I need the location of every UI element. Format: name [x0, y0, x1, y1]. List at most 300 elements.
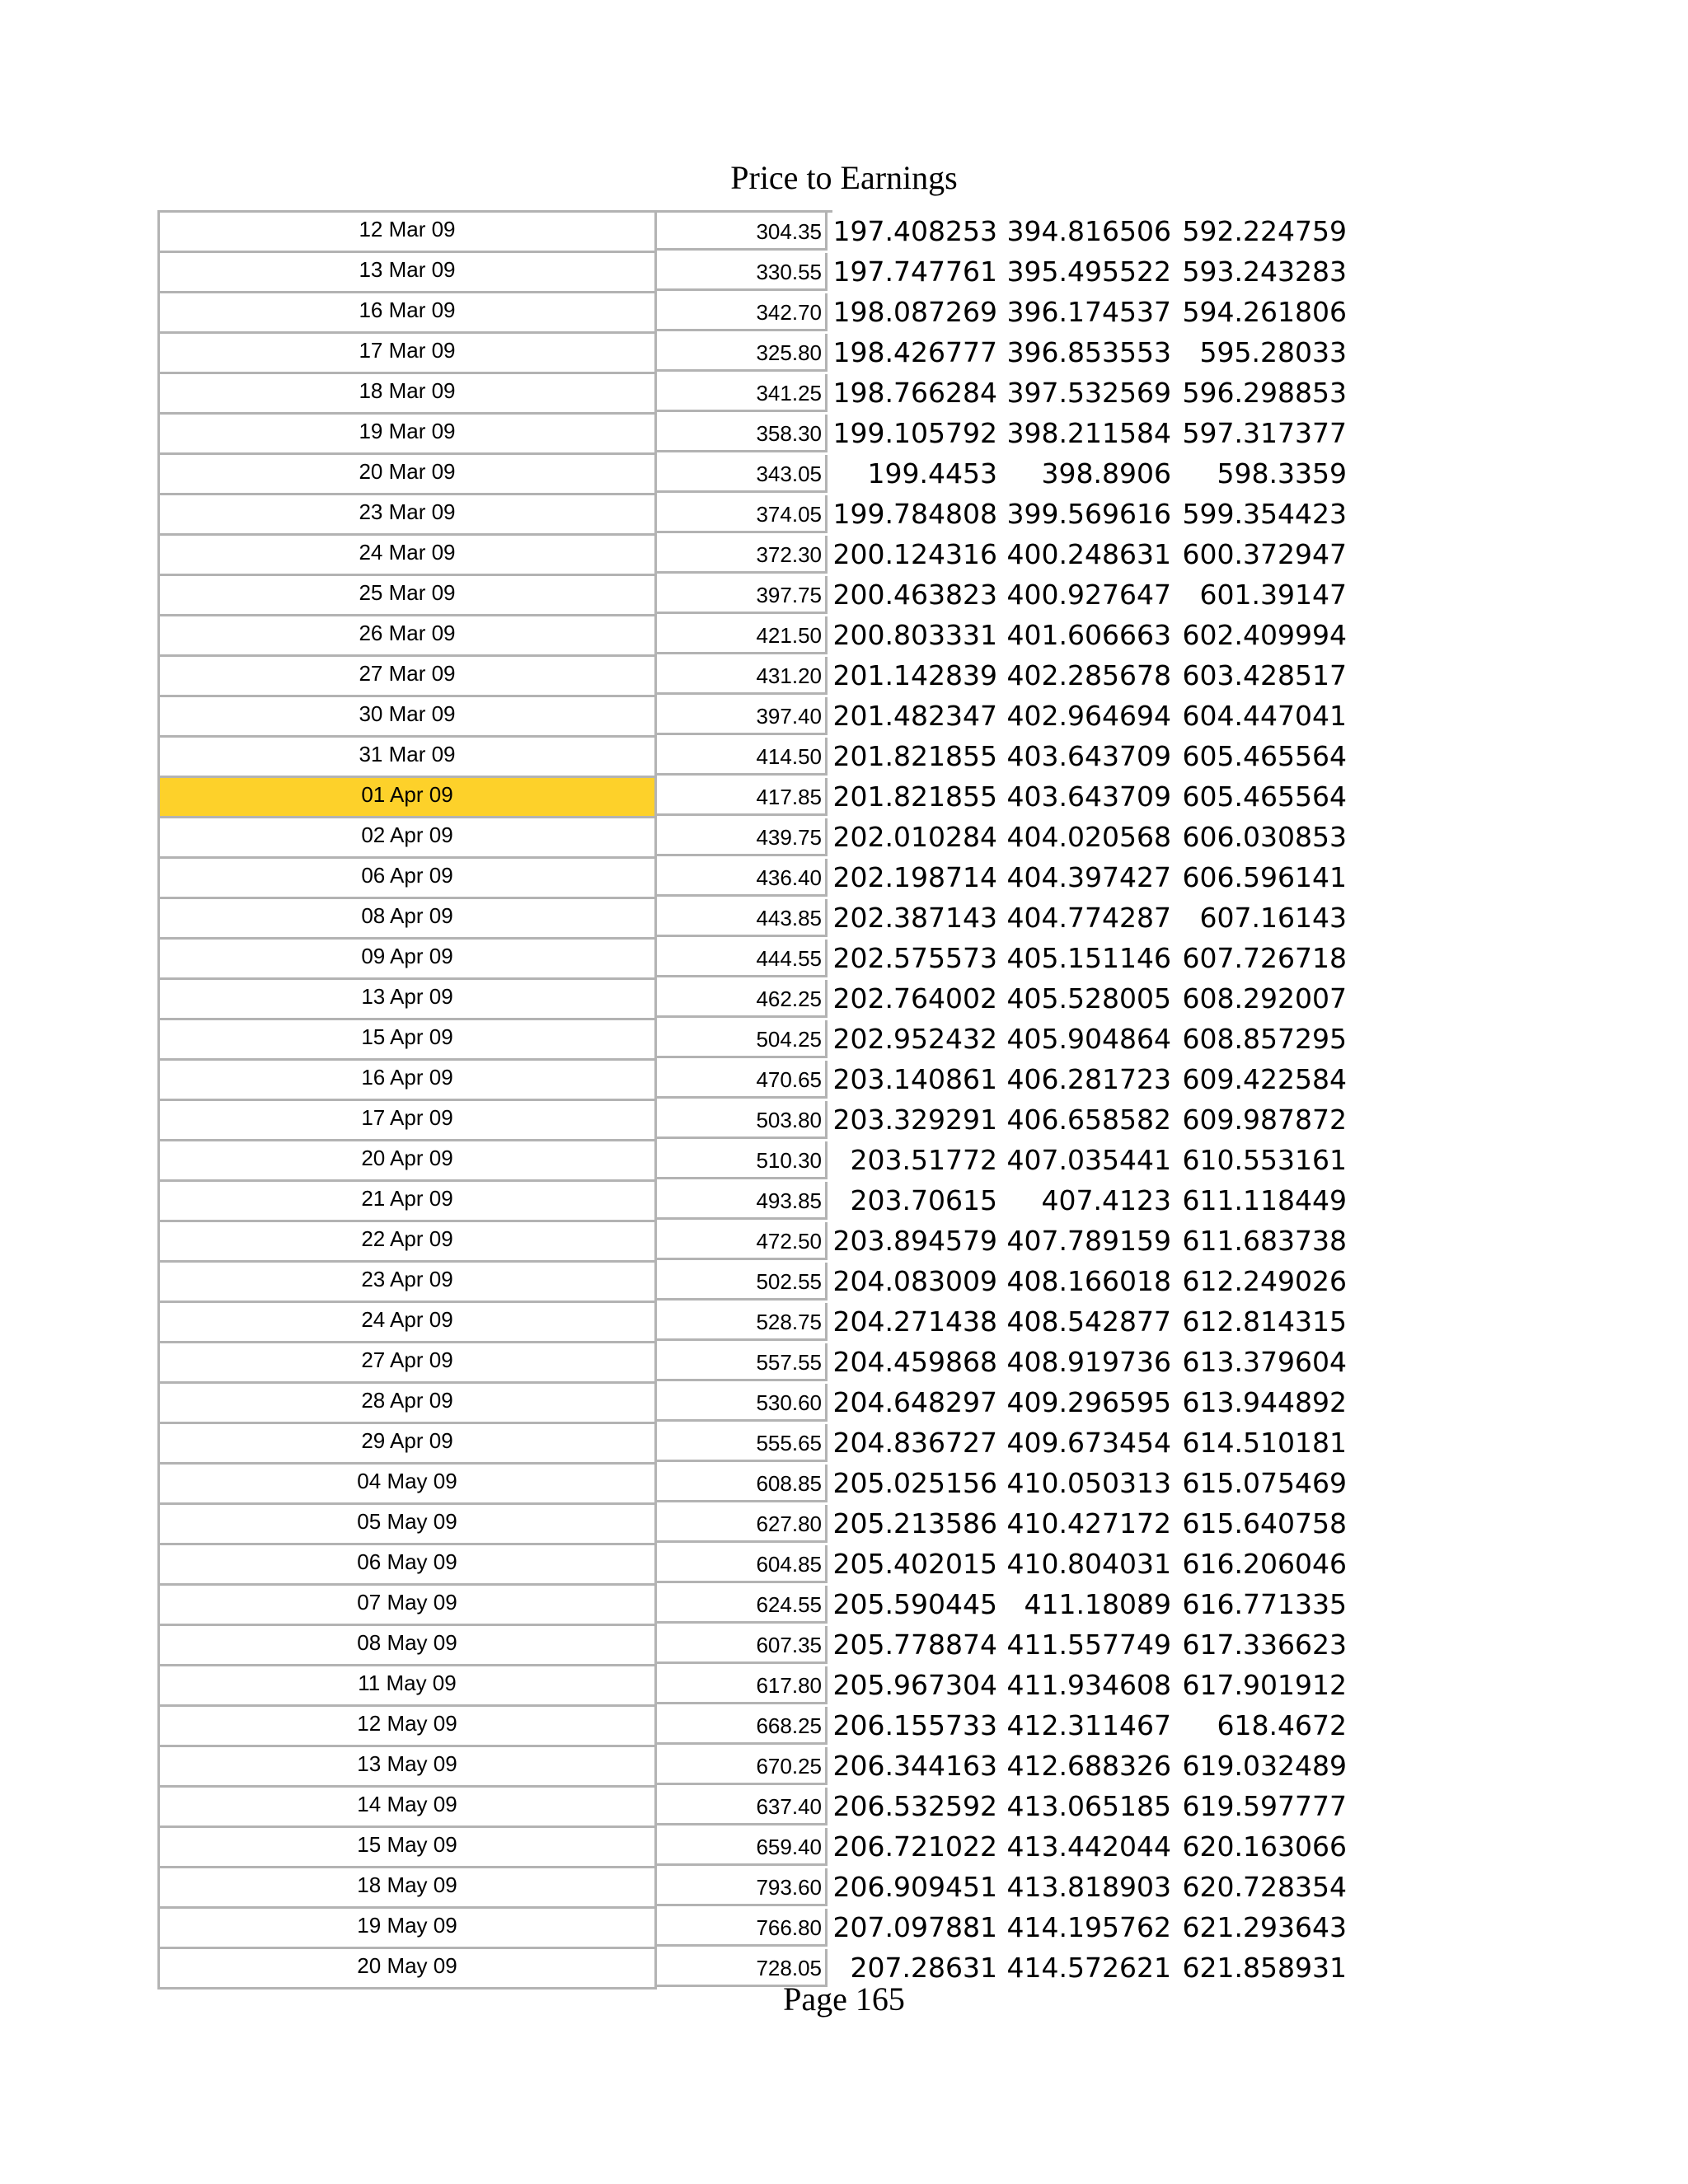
ratio-value-1: 200.803331: [832, 619, 997, 651]
ratio-row: [832, 1462, 1360, 1502]
ratio-row: [832, 1543, 1360, 1583]
price-cell: 414.50: [657, 738, 828, 776]
ratio-columns: [832, 210, 1360, 1987]
ratio-value-1: 205.402015: [832, 1548, 997, 1580]
ratio-value-3: 605.465564: [1182, 740, 1347, 772]
price-cell: 530.60: [657, 1384, 828, 1422]
ratio-value-1: 206.155733: [832, 1709, 997, 1741]
table-row: [160, 616, 832, 657]
date-cell: 17 Mar 09: [160, 334, 657, 374]
ratio-value-3: 613.944892: [1182, 1386, 1347, 1418]
ratio-row: [832, 331, 1360, 372]
table-row: [160, 536, 832, 576]
table-row: [160, 1545, 832, 1586]
date-cell: 01 Apr 09: [160, 778, 657, 818]
date-cell: 13 Apr 09: [160, 980, 657, 1020]
ratio-value-2: 408.166018: [1006, 1265, 1171, 1297]
ratio-row: [832, 1139, 1360, 1179]
date-cell: 24 Apr 09: [160, 1303, 657, 1343]
ratio-value-1: 204.836727: [832, 1427, 997, 1459]
date-cell: 29 Apr 09: [160, 1424, 657, 1465]
price-cell: 659.40: [657, 1828, 828, 1866]
ratio-value-2: 402.964694: [1006, 700, 1171, 732]
price-cell: 604.85: [657, 1545, 828, 1583]
ratio-row: [832, 1664, 1360, 1704]
table-row: [160, 697, 832, 738]
ratio-value-1: 206.909451: [832, 1871, 997, 1903]
ratio-value-3: 618.4672: [1217, 1709, 1347, 1741]
table-row: [160, 1505, 832, 1545]
date-cell: 13 May 09: [160, 1747, 657, 1788]
ratio-value-2: 405.151146: [1006, 942, 1171, 974]
ratio-value-2: 407.035441: [1006, 1144, 1171, 1176]
ratio-value-2: 408.919736: [1006, 1346, 1171, 1378]
ratio-value-2: 410.804031: [1006, 1548, 1171, 1580]
table-row: [160, 334, 832, 374]
table-row: [160, 1909, 832, 1949]
table-row: [160, 293, 832, 334]
table-row: [160, 1343, 832, 1384]
ratio-value-2: 397.532569: [1006, 377, 1171, 409]
ratio-value-2: 403.643709: [1006, 740, 1171, 772]
price-cell: 624.55: [657, 1586, 828, 1624]
table-row: [160, 495, 832, 536]
price-cell: 504.25: [657, 1020, 828, 1058]
ratio-value-1: 202.575573: [832, 942, 997, 974]
ratio-value-2: 396.174537: [1006, 296, 1171, 328]
ratio-value-2: 402.285678: [1006, 659, 1171, 691]
ratio-value-1: 205.967304: [832, 1669, 997, 1701]
ratio-row: [832, 1785, 1360, 1825]
date-cell: 25 Mar 09: [160, 576, 657, 616]
ratio-value-3: 612.814315: [1182, 1305, 1347, 1338]
ratio-value-2: 412.688326: [1006, 1750, 1171, 1782]
date-cell: 06 May 09: [160, 1545, 657, 1586]
price-table: [157, 210, 832, 1990]
price-cell: 557.55: [657, 1343, 828, 1381]
ratio-value-1: 203.70615: [850, 1184, 997, 1216]
ratio-value-3: 605.465564: [1182, 780, 1347, 813]
ratio-row: [832, 291, 1360, 331]
date-cell: 22 Apr 09: [160, 1222, 657, 1263]
ratio-value-1: 207.097881: [832, 1911, 997, 1943]
table-row: [160, 1303, 832, 1343]
price-cell: 766.80: [657, 1909, 828, 1947]
date-cell: 31 Mar 09: [160, 738, 657, 778]
date-cell: 07 May 09: [160, 1586, 657, 1626]
ratio-row: [832, 654, 1360, 695]
ratio-value-2: 413.442044: [1006, 1830, 1171, 1863]
ratio-value-1: 204.271438: [832, 1305, 997, 1338]
ratio-row: [832, 1745, 1360, 1785]
price-cell: 493.85: [657, 1182, 828, 1220]
ratio-row: [832, 735, 1360, 776]
date-cell: 19 Mar 09: [160, 415, 657, 455]
ratio-row: [832, 533, 1360, 574]
price-cell: 470.65: [657, 1061, 828, 1099]
ratio-value-2: 409.296595: [1006, 1386, 1171, 1418]
price-cell: 439.75: [657, 818, 828, 856]
ratio-value-3: 596.298853: [1182, 377, 1347, 409]
date-cell: 24 Mar 09: [160, 536, 657, 576]
price-cell: 462.25: [657, 980, 828, 1018]
ratio-row: [832, 493, 1360, 533]
ratio-value-2: 411.557749: [1006, 1629, 1171, 1661]
ratio-row: [832, 816, 1360, 856]
ratio-row: [832, 937, 1360, 977]
table-row: [160, 899, 832, 940]
ratio-value-2: 403.643709: [1006, 780, 1171, 813]
ratio-value-3: 609.422584: [1182, 1063, 1347, 1095]
ratio-row: [832, 856, 1360, 897]
ratio-row: [832, 1018, 1360, 1058]
ratio-row: [832, 1099, 1360, 1139]
ratio-value-1: 202.198714: [832, 861, 997, 893]
table-row: [160, 1788, 832, 1828]
price-cell: 627.80: [657, 1505, 828, 1543]
price-cell: 728.05: [657, 1949, 828, 1987]
table-row: [160, 1707, 832, 1747]
ratio-row: [832, 1704, 1360, 1745]
table-row: [160, 1465, 832, 1505]
ratio-value-3: 616.206046: [1182, 1548, 1347, 1580]
ratio-value-2: 412.311467: [1006, 1709, 1171, 1741]
ratio-row: [832, 251, 1360, 291]
price-cell: 341.25: [657, 374, 828, 412]
ratio-row: [832, 1624, 1360, 1664]
ratio-value-1: 206.721022: [832, 1830, 997, 1863]
price-cell: 397.75: [657, 576, 828, 614]
ratio-row: [832, 614, 1360, 654]
ratio-value-1: 197.747761: [832, 255, 997, 288]
ratio-row: [832, 452, 1360, 493]
table-row: [160, 859, 832, 899]
date-cell: 16 Apr 09: [160, 1061, 657, 1101]
price-cell: 421.50: [657, 616, 828, 654]
ratio-value-3: 594.261806: [1182, 296, 1347, 328]
ratio-value-3: 619.032489: [1182, 1750, 1347, 1782]
ratio-row: [832, 574, 1360, 614]
date-cell: 04 May 09: [160, 1465, 657, 1505]
ratio-value-1: 207.28631: [850, 1952, 997, 1984]
table-row: [160, 1061, 832, 1101]
date-cell: 17 Apr 09: [160, 1101, 657, 1141]
ratio-value-2: 414.195762: [1006, 1911, 1171, 1943]
table-row: [160, 980, 832, 1020]
date-cell: 12 May 09: [160, 1707, 657, 1747]
table-row: [160, 1828, 832, 1868]
ratio-value-3: 617.901912: [1182, 1669, 1347, 1701]
ratio-value-1: 200.463823: [832, 579, 997, 611]
ratio-value-2: 394.816506: [1006, 215, 1171, 247]
price-cell: 444.55: [657, 940, 828, 977]
ratio-value-1: 203.51772: [850, 1144, 997, 1176]
page-number: Page 165: [783, 1980, 905, 2018]
date-cell: 15 Apr 09: [160, 1020, 657, 1061]
table-row: [160, 455, 832, 495]
date-cell: 15 May 09: [160, 1828, 657, 1868]
table-row: [160, 1626, 832, 1666]
date-cell: 23 Mar 09: [160, 495, 657, 536]
ratio-value-2: 413.818903: [1006, 1871, 1171, 1903]
price-cell: 617.80: [657, 1666, 828, 1704]
ratio-value-2: 414.572621: [1006, 1952, 1171, 1984]
ratio-value-2: 406.281723: [1006, 1063, 1171, 1095]
ratio-value-1: 205.590445: [832, 1588, 997, 1620]
date-cell: 16 Mar 09: [160, 293, 657, 334]
ratio-row: [832, 977, 1360, 1018]
date-cell: 13 Mar 09: [160, 253, 657, 293]
ratio-value-3: 619.597777: [1182, 1790, 1347, 1822]
price-cell: 342.70: [657, 293, 828, 331]
ratio-value-1: 197.408253: [832, 215, 997, 247]
ratio-value-3: 612.249026: [1182, 1265, 1347, 1297]
ratio-value-3: 597.317377: [1182, 417, 1347, 449]
ratio-value-3: 600.372947: [1182, 538, 1347, 570]
ratio-value-1: 205.778874: [832, 1629, 997, 1661]
ratio-row: [832, 1260, 1360, 1301]
price-cell: 397.40: [657, 697, 828, 735]
table-row: [160, 1666, 832, 1707]
date-cell: 20 Apr 09: [160, 1141, 657, 1182]
ratio-value-3: 606.596141: [1182, 861, 1347, 893]
ratio-value-1: 205.213586: [832, 1507, 997, 1540]
ratio-value-3: 606.030853: [1182, 821, 1347, 853]
table-row: [160, 253, 832, 293]
table-row: [160, 1868, 832, 1909]
ratio-value-1: 199.4453: [867, 457, 997, 490]
ratio-row: [832, 1381, 1360, 1422]
table-row: [160, 415, 832, 455]
ratio-row: [832, 1502, 1360, 1543]
ratio-value-1: 202.952432: [832, 1023, 997, 1055]
table-row: [160, 213, 832, 253]
ratio-row: [832, 1866, 1360, 1906]
ratio-value-3: 598.3359: [1217, 457, 1347, 490]
ratio-row: [832, 1179, 1360, 1220]
ratio-value-2: 400.248631: [1006, 538, 1171, 570]
date-cell: 05 May 09: [160, 1505, 657, 1545]
ratio-value-3: 616.771335: [1182, 1588, 1347, 1620]
date-cell: 19 May 09: [160, 1909, 657, 1949]
ratio-value-3: 611.683738: [1182, 1225, 1347, 1257]
ratio-value-3: 621.293643: [1182, 1911, 1347, 1943]
table-row: [160, 1222, 832, 1263]
ratio-value-1: 198.766284: [832, 377, 997, 409]
ratio-value-3: 608.292007: [1182, 982, 1347, 1015]
price-cell: 608.85: [657, 1465, 828, 1502]
ratio-row: [832, 1341, 1360, 1381]
price-cell: 668.25: [657, 1707, 828, 1745]
ratio-value-2: 409.673454: [1006, 1427, 1171, 1459]
ratio-value-3: 599.354423: [1182, 498, 1347, 530]
ratio-value-3: 602.409994: [1182, 619, 1347, 651]
ratio-value-2: 406.658582: [1006, 1104, 1171, 1136]
date-cell: 27 Apr 09: [160, 1343, 657, 1384]
price-cell: 503.80: [657, 1101, 828, 1139]
date-cell: 12 Mar 09: [160, 213, 657, 253]
ratio-value-1: 204.459868: [832, 1346, 997, 1378]
table-row: [160, 1424, 832, 1465]
price-cell: 372.30: [657, 536, 828, 574]
ratio-value-3: 613.379604: [1182, 1346, 1347, 1378]
date-cell: 18 May 09: [160, 1868, 657, 1909]
price-cell: 502.55: [657, 1263, 828, 1301]
price-cell: 443.85: [657, 899, 828, 937]
table-row: [160, 576, 832, 616]
table-row: [160, 657, 832, 697]
ratio-value-3: 620.163066: [1182, 1830, 1347, 1863]
price-cell: 325.80: [657, 334, 828, 372]
ratio-value-3: 615.075469: [1182, 1467, 1347, 1499]
date-cell: 30 Mar 09: [160, 697, 657, 738]
date-cell: 21 Apr 09: [160, 1182, 657, 1222]
ratio-value-3: 601.39147: [1199, 579, 1347, 611]
ratio-value-1: 206.532592: [832, 1790, 997, 1822]
ratio-value-3: 621.858931: [1182, 1952, 1347, 1984]
ratio-row: [832, 1220, 1360, 1260]
ratio-value-1: 204.648297: [832, 1386, 997, 1418]
ratio-value-1: 203.140861: [832, 1063, 997, 1095]
price-cell: 510.30: [657, 1141, 828, 1179]
ratio-value-2: 405.904864: [1006, 1023, 1171, 1055]
table-row: [160, 1101, 832, 1141]
ratio-value-1: 202.387143: [832, 902, 997, 934]
ratio-value-2: 401.606663: [1006, 619, 1171, 651]
page-title: Price to Earnings: [730, 159, 958, 196]
ratio-value-2: 405.528005: [1006, 982, 1171, 1015]
ratio-value-3: 604.447041: [1182, 700, 1347, 732]
price-cell: 304.35: [657, 213, 828, 251]
ratio-value-1: 198.087269: [832, 296, 997, 328]
table-row: [160, 1384, 832, 1424]
ratio-row: [832, 1422, 1360, 1462]
ratio-row: [832, 695, 1360, 735]
date-cell: 06 Apr 09: [160, 859, 657, 899]
price-cell: 343.05: [657, 455, 828, 493]
ratio-value-3: 611.118449: [1182, 1184, 1347, 1216]
ratio-row: [832, 1906, 1360, 1947]
price-cell: 472.50: [657, 1222, 828, 1260]
ratio-value-2: 408.542877: [1006, 1305, 1171, 1338]
table-row: [160, 1747, 832, 1788]
ratio-value-3: 593.243283: [1182, 255, 1347, 288]
date-cell: 08 May 09: [160, 1626, 657, 1666]
ratio-value-2: 404.020568: [1006, 821, 1171, 853]
date-cell: 28 Apr 09: [160, 1384, 657, 1424]
ratio-value-2: 404.397427: [1006, 861, 1171, 893]
ratio-value-2: 411.934608: [1006, 1669, 1171, 1701]
ratio-row: [832, 897, 1360, 937]
table-row: [160, 1586, 832, 1626]
ratio-value-2: 398.8906: [1041, 457, 1171, 490]
ratio-value-3: 614.510181: [1182, 1427, 1347, 1459]
ratio-value-2: 407.4123: [1041, 1184, 1171, 1216]
date-cell: 08 Apr 09: [160, 899, 657, 940]
ratio-value-2: 398.211584: [1006, 417, 1171, 449]
ratio-value-1: 199.105792: [832, 417, 997, 449]
price-cell: 555.65: [657, 1424, 828, 1462]
ratio-row: [832, 1058, 1360, 1099]
price-cell: 528.75: [657, 1303, 828, 1341]
date-cell: 20 Mar 09: [160, 455, 657, 495]
ratio-row: [832, 210, 1360, 251]
ratio-value-1: 203.329291: [832, 1104, 997, 1136]
ratio-value-1: 202.010284: [832, 821, 997, 853]
price-cell: 607.35: [657, 1626, 828, 1664]
ratio-value-1: 203.894579: [832, 1225, 997, 1257]
date-cell: 18 Mar 09: [160, 374, 657, 415]
price-cell: 358.30: [657, 415, 828, 452]
ratio-value-1: 198.426777: [832, 336, 997, 368]
table-row: [160, 1182, 832, 1222]
ratio-row: [832, 1301, 1360, 1341]
ratio-value-1: 201.142839: [832, 659, 997, 691]
ratio-row: [832, 372, 1360, 412]
date-cell: 11 May 09: [160, 1666, 657, 1707]
ratio-value-2: 410.050313: [1006, 1467, 1171, 1499]
ratio-value-1: 199.784808: [832, 498, 997, 530]
ratio-value-3: 610.553161: [1182, 1144, 1347, 1176]
ratio-value-1: 201.821855: [832, 780, 997, 813]
ratio-value-3: 620.728354: [1182, 1871, 1347, 1903]
ratio-value-3: 615.640758: [1182, 1507, 1347, 1540]
table-row: [160, 940, 832, 980]
date-cell: 20 May 09: [160, 1949, 657, 1990]
price-cell: 637.40: [657, 1788, 828, 1825]
ratio-row: [832, 412, 1360, 452]
table-row: [160, 374, 832, 415]
ratio-value-1: 205.025156: [832, 1467, 997, 1499]
ratio-value-1: 200.124316: [832, 538, 997, 570]
ratio-row: [832, 1825, 1360, 1866]
price-cell: 793.60: [657, 1868, 828, 1906]
date-cell: 26 Mar 09: [160, 616, 657, 657]
ratio-row: [832, 776, 1360, 816]
ratio-value-3: 603.428517: [1182, 659, 1347, 691]
price-cell: 417.85: [657, 778, 828, 816]
ratio-value-1: 206.344163: [832, 1750, 997, 1782]
ratio-value-3: 607.16143: [1199, 902, 1347, 934]
ratio-value-1: 204.083009: [832, 1265, 997, 1297]
date-cell: 14 May 09: [160, 1788, 657, 1828]
ratio-value-1: 201.482347: [832, 700, 997, 732]
ratio-value-2: 404.774287: [1006, 902, 1171, 934]
table-row: [160, 1141, 832, 1182]
date-cell: 09 Apr 09: [160, 940, 657, 980]
ratio-value-2: 411.18089: [1024, 1588, 1171, 1620]
ratio-row: [832, 1583, 1360, 1624]
ratio-value-1: 201.821855: [832, 740, 997, 772]
table-row: [160, 818, 832, 859]
ratio-value-3: 592.224759: [1182, 215, 1347, 247]
ratio-value-2: 410.427172: [1006, 1507, 1171, 1540]
ratio-value-2: 413.065185: [1006, 1790, 1171, 1822]
ratio-value-2: 395.495522: [1006, 255, 1171, 288]
price-cell: 330.55: [657, 253, 828, 291]
date-cell: 27 Mar 09: [160, 657, 657, 697]
ratio-value-3: 608.857295: [1182, 1023, 1347, 1055]
table-row: [160, 1020, 832, 1061]
price-cell: 374.05: [657, 495, 828, 533]
ratio-value-2: 396.853553: [1006, 336, 1171, 368]
price-cell: 670.25: [657, 1747, 828, 1785]
table-row: [160, 1263, 832, 1303]
table-row: [160, 778, 832, 818]
date-cell: 02 Apr 09: [160, 818, 657, 859]
price-cell: 436.40: [657, 859, 828, 897]
ratio-value-3: 595.28033: [1199, 336, 1347, 368]
